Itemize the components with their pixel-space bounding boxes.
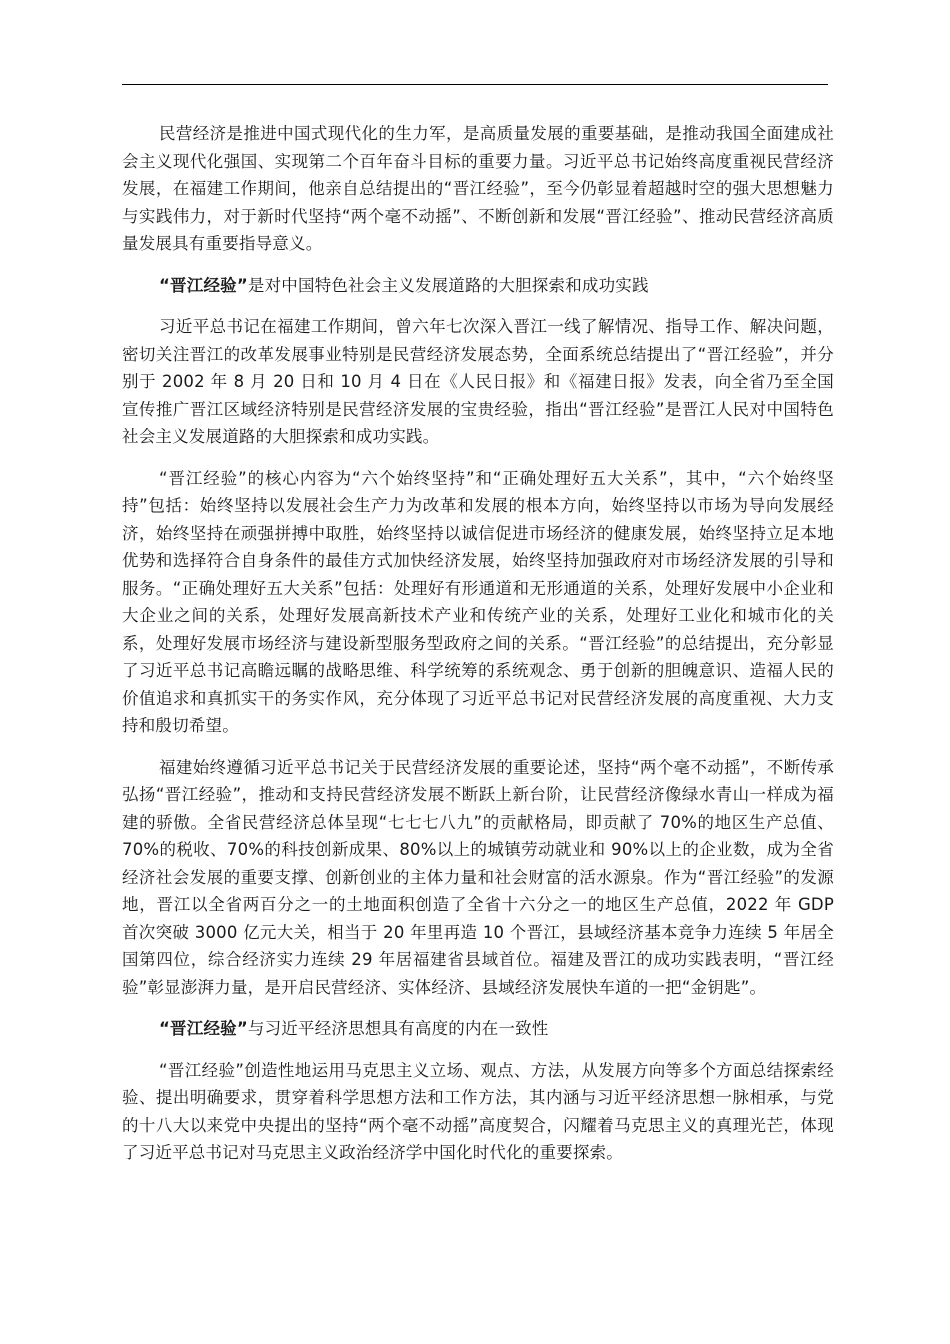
section-heading-1 (122, 272, 834, 300)
paragraph-intro: 民营经济是推进中国式现代化的生力军，是高质量发展的重要基础，是推动我国全面建成社会主义现代化强国、实现第二个百年奋斗目标的重要力量。习近平总书记始终高度重视民营经济发展，在福建工作期间，他亲自总结提出的“晋江经验”，至今仍彰显着超越时空的强大思想魅力与实践伟力，对于新时代坚持“两个毫不动摇”、不断创新和发展“晋江经验”、推动民营经济高质量发展具有重要指导意义。 (122, 124, 834, 253)
paragraph-consistency: “晋江经验”创造性地运用马克思主义立场、观点、方法，从发展方向等多个方面总结探索经验、提出明确要求，贯穿着科学思想方法和工作方法，其内涵与习近平经济思想一脉相承，与党的十八大以来党中央提出的坚持“两个毫不动摇”高度契合，闪耀着马克思主义的真理光芒，体现了习近平总书记对马克思主义政治经济学中国化时代化的重要探索。 (122, 1060, 834, 1162)
section-heading-2 (122, 1015, 834, 1043)
paragraph-fujian-practice: 福建始终遵循习近平总书记关于民营经济发展的重要论述，坚持“两个毫不动摇”，不断传承弘扬“晋江经验”，推动和支持民营经济发展不断跃上新台阶，让民营经济像绿水青山一样成为福建的骄傲。全省民营经济总体呈现“七七七八九”的贡献格局，即贡献了 70%的地区生产总值、70%的税收、70%的科技创新成果、80%以上的城镇劳动就业和 90%以上的企业数，成为全省经济社会发展的重要支撑、创新创业的主体力量和社会财富的活水源泉。作为“晋江经验”的发源地，晋江以全省两百分之一的土地面积创造了全省十六分之一的地区生产总值，2022 年 GDP 首次突破 3000 亿元大关，相当于 20 年里再造 10 个晋江，县域经济基本竞争力连续 5 年居全国第四位，综合经济实力连续 29 年居福建省县域首位。福建及晋江的成功实践表明，“晋江经验”彰显澎湃力量，是开启民营经济、实体经济、县域经济发展快车道的一把“金钥匙”。 (122, 757, 834, 997)
paragraph-history: 习近平总书记在福建工作期间，曾六年七次深入晋江一线了解情况、指导工作、解决问题，密切关注晋江的改革发展事业特别是民营经济发展态势，全面系统总结提出了“晋江经验”，并分别于 2002 年 8 月 20 日和 10 月 4 日在《人民日报》和《福建日报》发表，向全省乃至全国宣传推广晋江区域经济特别是民营经济发展的宝贵经验，指出“晋江经验”是晋江人民对中国特色社会主义发展道路的大胆探索和成功实践。 (122, 317, 834, 446)
section-heading-2-lead: “晋江经验” (159, 1019, 248, 1038)
document-body (122, 120, 834, 1181)
section-heading-1-lead: “晋江经验” (159, 275, 248, 295)
section-heading-1-rest: 是对中国特色社会主义发展道路的大胆探索和成功实践 (247, 275, 649, 295)
section-heading-2-rest: 与习近平经济思想具有高度的内在一致性 (247, 1019, 549, 1038)
paragraph-core-content: “晋江经验”的核心内容为“六个始终坚持”和“正确处理好五大关系”，其中，“六个始终坚持”包括：始终坚持以发展社会生产力为改革和发展的根本方向，始终坚持以市场为导向发展经济，始终坚持在顽强拼搏中取胜，始终坚持以诚信促进市场经济的健康发展，始终坚持立足本地优势和选择符合自身条件的最佳方式加快经济发展，始终坚持加强政府对市场经济发展的引导和服务。“正确处理好五大关系”包括：处理好有形通道和无形通道的关系，处理好发展中小企业和大企业之间的关系，处理好发展高新技术产业和传统产业的关系，处理好工业化和城市化的关系，处理好发展市场经济与建设新型服务型政府之间的关系。“晋江经验”的总结提出，充分彰显了习近平总书记高瞻远瞩的战略思维、科学统筹的系统观念、勇于创新的胆魄意识、造福人民的价值追求和真抓实干的务实作风，充分体现了习近平总书记对民营经济发展的高度重视、大力支持和殷切希望。 (122, 468, 834, 735)
header-rule (122, 84, 828, 85)
